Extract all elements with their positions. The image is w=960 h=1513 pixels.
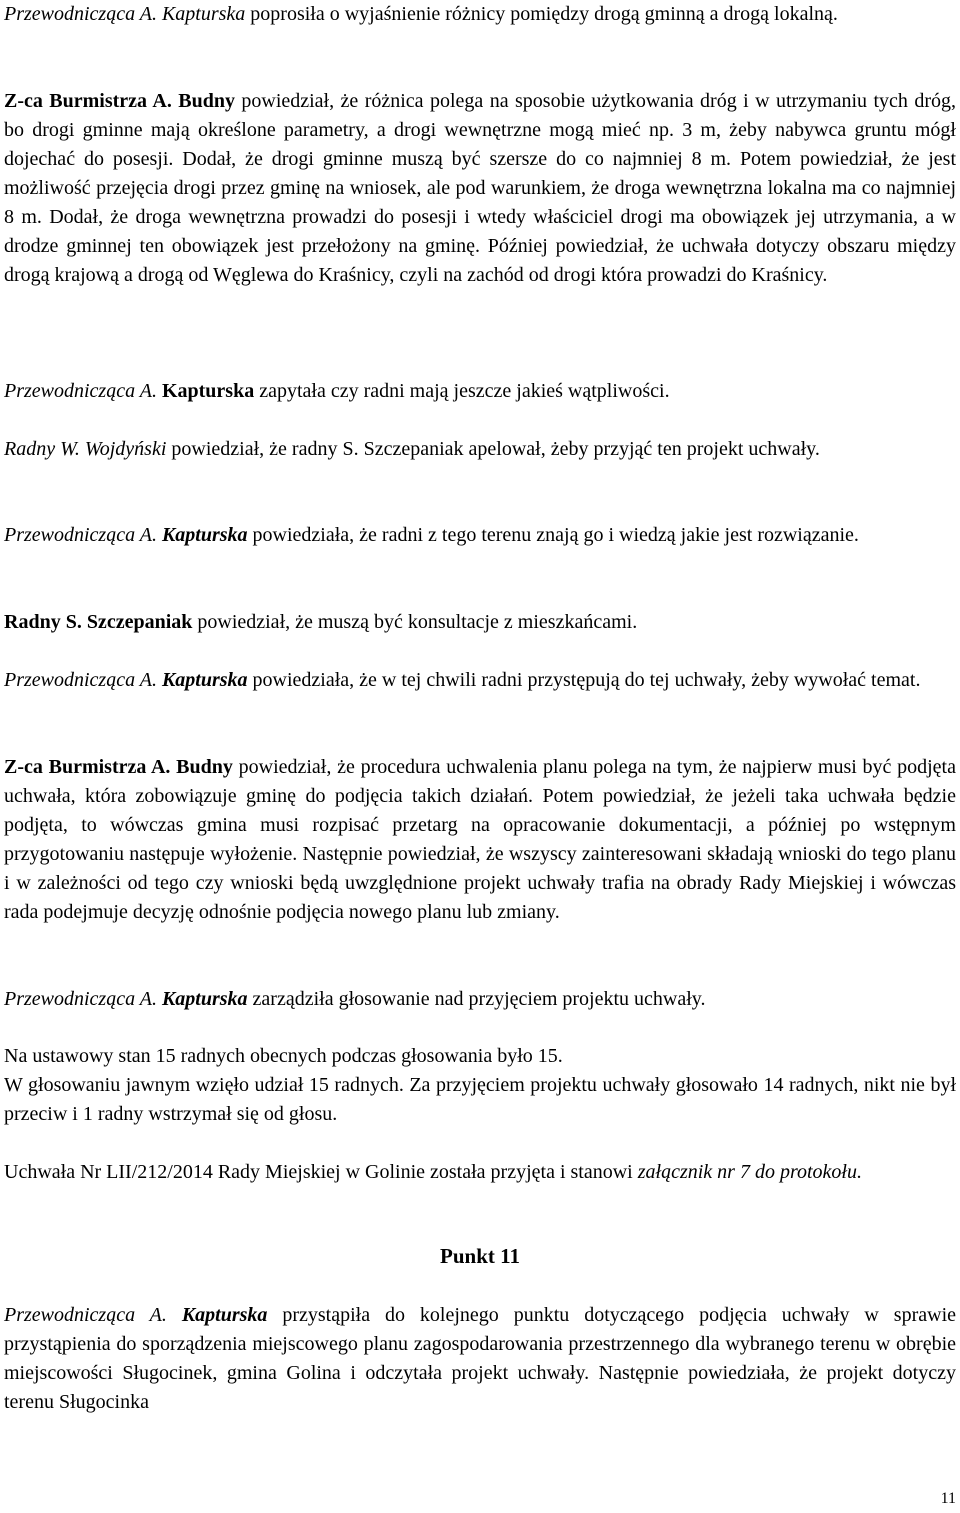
speaker-name: Kapturska xyxy=(156,524,248,546)
paragraph-chair-topic xyxy=(4,666,956,695)
speaker-name: Budny xyxy=(171,90,235,112)
paragraph-text: zarządziła głosowanie nad przyjęciem projektu uchwały. xyxy=(247,988,706,1010)
speaker-role: Przewodnicząca A. xyxy=(4,988,157,1010)
paragraph-text: powiedziała, że w tej chwili radni przystępują do tej uchwały, żeby wywołać temat. xyxy=(247,669,921,691)
attachment-reference: załącznik nr 7 do protokołu. xyxy=(637,1161,862,1183)
resolution-adopted xyxy=(4,1158,956,1187)
paragraph-chair-vote xyxy=(4,985,956,1014)
speaker-name: Kapturska xyxy=(166,1304,268,1326)
speaker-role: Przewodnicząca A. xyxy=(4,524,157,546)
paragraph-text: powiedział, że procedura uchwalenia planu polega na tym, że najpierw musi być podjęta uchwała, która zobowiązuje gminę do podjęcia takich działań. Potem powiedział, że jeżeli taka uchwała będzie podjęta, to wówczas gmina musi rozpisać przetarg na opracowanie dokumentacji, a później po wstępnym przygotowaniu następuje wyłożenie. Następnie powiedział, że wszyscy zainteresowani składają wnioski do tego planu i w zależności od tego czy wnioski będą uwzględnione projekt uchwały trafia na obrady Rady Miejskiej i wówczas rada podejmuje decyzję odnośnie podjęcia nowego planu lub zmiany. xyxy=(4,756,956,923)
speaker-role: Z-ca Burmistrza A. xyxy=(4,90,172,112)
paragraph-deputy-mayor-answer xyxy=(4,87,956,290)
paragraph-chair-residents xyxy=(4,521,956,550)
paragraph-councillor-szczepaniak xyxy=(4,608,956,637)
vote-result-line: W głosowaniu jawnym wzięło udział 15 radnych. Za przyjęciem projektu uchwały głosowało 14 radnych, nikt nie był przeciw i 1 radny wstrzymał się od głosu. xyxy=(4,1074,956,1125)
paragraph-chair-doubts xyxy=(4,377,956,406)
speaker-name: Kapturska xyxy=(156,380,255,402)
speaker-role: Przewodnicząca A. xyxy=(4,3,157,25)
paragraph-text: poprosiła o wyjaśnienie różnicy pomiędzy drogą gminną a drogą lokalną. xyxy=(245,3,838,25)
speaker-name: Budny xyxy=(170,756,233,778)
resolution-text: Uchwała Nr LII/212/2014 Rady Miejskiej w Golinie została przyjęta i stanowi xyxy=(4,1161,638,1183)
speaker-role: Przewodnicząca A. xyxy=(4,1304,167,1326)
speaker-name: Szczepaniak xyxy=(81,611,193,633)
paragraph-text: powiedział, że różnica polega na sposobie użytkowania dróg i w utrzymaniu tych dróg, bo drogi gminne mają określone parametry, a drogi wewnętrzne mogą mieć np. 3 m, żeby nabywca gruntu mógł dojechać do posesji. Dodał, że drogi gminne muszą być szersze do co najmniej 8 m. Potem powiedział, że jest możliwość przejęcia drogi przez gminę na wniosek, ale pod warunkiem, że droga wewnętrzna lokalna ma co najmniej 8 m. xyxy=(4,90,956,228)
vote-attendance-line: Na ustawowy stan 15 radnych obecnych podczas głosowania było 15. xyxy=(4,1045,563,1067)
paragraph-deputy-mayor-procedure xyxy=(4,753,956,927)
vote-results xyxy=(4,1042,956,1129)
paragraph-text: przystąpiła do kolejnego punktu dotyczącego podjęcia uchwały w sprawie przystąpienia do sporządzenia miejscowego planu zagospodarowania przestrzennego dla wybranego terenu w obrębie miejscowości Sługocinek, gmina Golina i odczytała projekt uchwały. Następnie powiedziała, że projekt dotyczy terenu Sługocinka xyxy=(4,1304,957,1413)
speaker-role: Z-ca Burmistrza A. xyxy=(4,756,171,778)
paragraph-text: powiedziała, że radni z tego terenu znają go i wiedzą jakie jest rozwiązanie. xyxy=(247,524,859,546)
paragraph-chair-question xyxy=(4,0,956,29)
speaker-role: Radny S. xyxy=(4,611,82,633)
paragraph-text: powiedział, że muszą być konsultacje z mieszkańcami. xyxy=(192,611,638,633)
paragraph-text: zapytała czy radni mają jeszcze jakieś wątpliwości. xyxy=(254,380,670,402)
paragraph-text: powiedział, że radny S. Szczepaniak apelował, żeby przyjąć ten projekt uchwały. xyxy=(166,438,820,460)
speaker-name: Kapturska xyxy=(156,669,248,691)
speaker-role: Przewodnicząca A. xyxy=(4,380,157,402)
paragraph-text-continued: Dodał, że droga wewnętrzna prowadzi do posesji i wtedy właściciel drogi ma obowiązek jej utrzymania, a w drodze gminnej ten obowiązek jest przełożony na gminę. Później powiedział, że uchwała dotyczy obszaru między drogą krajową a drogą od Węglewa do Kraśnicy, czyli na zachód od drogi która prowadzi do Kraśnicy. xyxy=(4,206,957,286)
paragraph-chair-item-11 xyxy=(4,1301,956,1417)
speaker-name: Kapturska xyxy=(161,3,246,25)
speaker-name: Radny W. Wojdyński xyxy=(4,438,167,460)
section-heading: Punkt 11 xyxy=(440,1244,520,1268)
page-number: 11 xyxy=(940,1490,956,1507)
speaker-name: Kapturska xyxy=(156,988,248,1010)
paragraph-councillor-wojdynski xyxy=(4,435,956,464)
speaker-role: Przewodnicząca A. xyxy=(4,669,157,691)
